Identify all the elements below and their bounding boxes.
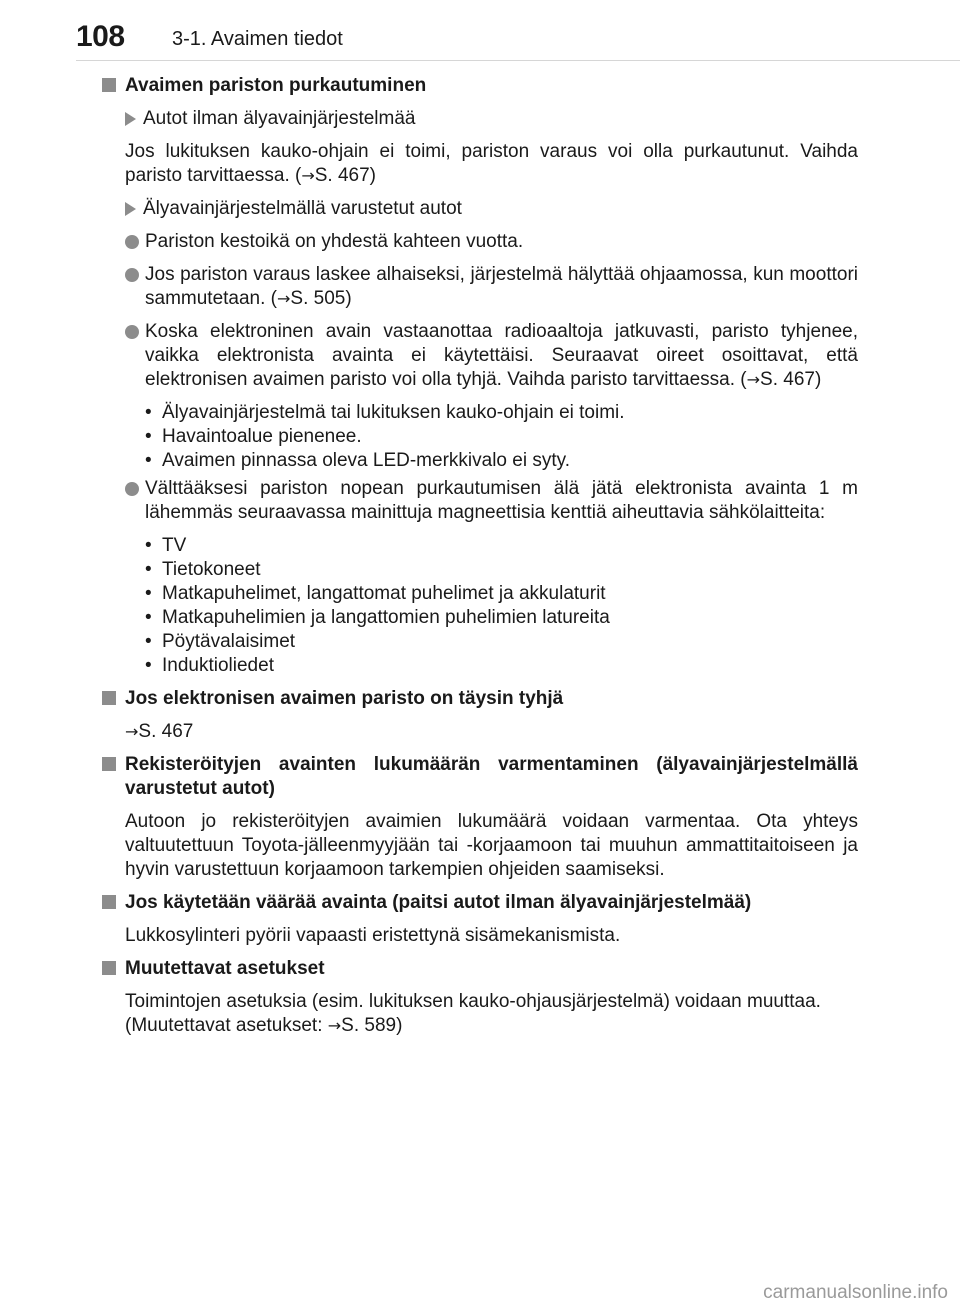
list-item: • TV (0, 534, 858, 558)
paragraph-reference (0, 720, 858, 744)
square-bullet-icon (102, 757, 116, 771)
section-heading-battery-depletion: Avaimen pariston purkautuminen (0, 74, 858, 98)
header-divider (76, 60, 960, 61)
list-item: • Matkapuhelimet, langattomat puhelimet ja akkulaturit (0, 582, 858, 606)
square-bullet-icon (102, 961, 116, 975)
page-number: 108 (76, 20, 125, 53)
arrow-icon: → (327, 1016, 342, 1035)
arrow-icon: → (277, 289, 291, 308)
arrow-icon: → (301, 166, 315, 185)
paragraph-customizable-settings: Toimintojen asetuksia (esim. lukituksen kauko-ohjausjärjestelmä) voidaan muuttaa. (Muutettavat asetukset: →S. 589) (125, 991, 821, 1036)
page-body (0, 70, 960, 1038)
page-ref-link[interactable]: S. 467) (314, 165, 377, 186)
watermark: carmanualsonline.info (763, 1282, 948, 1303)
section-heading-key-count: Rekisteröityjen avainten lukumäärän varmentaminen (älyavainjärjestelmällä varustetut autot) (0, 753, 858, 801)
subheading-without-smart-key: Autot ilman älyavainjärjestelmää (0, 107, 858, 131)
section-heading-customizable-settings: Muutettavat asetukset (0, 957, 858, 981)
arrow-icon: → (125, 722, 139, 741)
arrow-icon: → (746, 370, 761, 389)
list-item: • Avaimen pinnassa oleva LED-merkkivalo ei syty. (0, 449, 858, 473)
page-header (0, 0, 960, 62)
square-bullet-icon (102, 691, 116, 705)
list-item: • Tietokoneet (0, 558, 858, 582)
page-ref-link[interactable]: S. 589) (341, 1015, 403, 1036)
circle-bullet-icon (125, 235, 139, 249)
list-item: • Matkapuhelimien ja langattomien puhelimien latureita (0, 606, 858, 630)
circle-bullet-icon (125, 325, 139, 339)
square-bullet-icon (102, 895, 116, 909)
paragraph-without-smart-key: Jos lukituksen kauko-ohjain ei toimi, pariston varaus voi olla purkautunut. Vaihda paristo tarvittaessa. (→S. 467) (125, 141, 858, 186)
section-heading-battery-fully-depleted: Jos elektronisen avaimen paristo on täysin tyhjä (0, 687, 858, 711)
triangle-bullet-icon (125, 112, 136, 126)
list-item: • Älyavainjärjestelmä tai lukituksen kauko-ohjain ei toimi. (0, 401, 858, 425)
page-ref-link[interactable]: S. 505) (290, 288, 352, 309)
page-ref-link[interactable]: S. 467) (760, 369, 822, 390)
list-item: Välttääksesi pariston nopean purkautumisen älä jätä elektronista avainta 1 m lähemmäs seuraavassa mainittuja magneettisia kenttiä aiheuttavia sähkölaitteita: (0, 477, 858, 525)
square-bullet-icon (102, 78, 116, 92)
paragraph-key-count: Autoon jo rekisteröityjen avaimien lukumäärä voidaan varmentaa. Ota yhteys valtuutettuun Toyota-jälleenmyyjään tai -korjaamoon tai muuhun ammattitaitoiseen ja hyvin varustettuun korjaamoon tarkempien ohjeiden saamiseksi. (125, 811, 858, 880)
list-item: • Pöytävalaisimet (0, 630, 858, 654)
paragraph-wrong-key: Lukkosylinteri pyörii vapaasti eristettynä sisämekanismista. (125, 925, 621, 946)
device-list (0, 534, 960, 678)
list-item: • Havaintoalue pienenee. (0, 425, 858, 449)
section-heading-wrong-key: Jos käytetään väärää avainta (paitsi autot ilman älyavainjärjestelmää) (0, 891, 858, 915)
symptom-list (0, 401, 960, 473)
triangle-bullet-icon (125, 202, 136, 216)
list-item: Koska elektroninen avain vastaanottaa radioaaltoja jatkuvasti, paristo tyhjenee, vaikka elektronista avainta ei käytettäisi. Seuraavat oireet osoittavat, että elektronisen avaimen paristo voi olla tyhjä. Vaihda paristo tarvittaessa. (→S. 467) (0, 320, 858, 392)
page-ref-link[interactable]: S. 467 (138, 721, 194, 742)
list-item: • Induktioliedet (0, 654, 858, 678)
circle-bullet-icon (125, 482, 139, 496)
list-item: Pariston kestoikä on yhdestä kahteen vuotta. (0, 230, 858, 254)
section-title: 3-1. Avaimen tiedot (172, 28, 343, 50)
subheading-with-smart-key: Älyavainjärjestelmällä varustetut autot (0, 197, 858, 221)
list-item: Jos pariston varaus laskee alhaiseksi, järjestelmä hälyttää ohjaamossa, kun moottori sammutetaan. (→S. 505) (0, 263, 858, 311)
circle-bullet-icon (125, 268, 139, 282)
